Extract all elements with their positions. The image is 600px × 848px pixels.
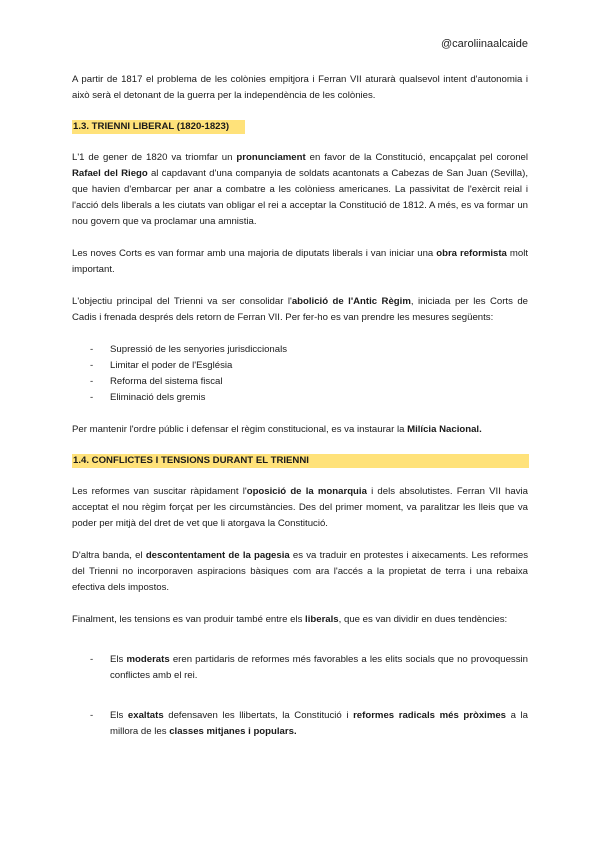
paragraph-noves-corts: Les noves Corts es van formar amb una majoria de diputats liberals i van iniciar una obra reformista molt important. [72, 248, 528, 275]
list-item: - Supressió de les senyories jurisdiccionals [90, 344, 288, 355]
measures-list [72, 342, 528, 406]
author-handle: @caroliinaalcaide [441, 38, 528, 50]
list-item: - Reforma del sistema fiscal [90, 376, 223, 387]
paragraph-milicia: Per mantenir l'ordre públic i defensar el règim constitucional, es va instaurar la Milícia Nacional. [72, 424, 482, 435]
tendencies-list [72, 652, 528, 740]
document-body [72, 72, 528, 740]
list-item: - Els moderats eren partidaris de reformes més favorables a les elits socials que no provoquessin conflictes amb el rei. [90, 654, 528, 681]
list-item: - Els exaltats defensaven les llibertats, la Constitució i reformes radicals més pròximes a la millora de les classes mitjanes i populars. [90, 710, 529, 737]
paragraph-objectiu: L'objectiu principal del Trienni va ser consolidar l'abolició de l'Antic Règim, iniciada per les Corts de Cadis i frenada després dels retorn de Ferran VII. Per fer-ho es van prendre les mesures següents: [72, 296, 528, 323]
paragraph-pronunciament: L'1 de gener de 1820 va triomfar un pronunciament en favor de la Constitució, encapçalat pel coronel Rafael del Riego al capdavant d'una companyia de soldats acantonats a Cabezas de San Juan (Sevilla), que havien d'embarcar per anar a combatre a les colòniess americanes. La passivitat de l'exèrcit reial i l'acció dels liberals a les ciutats van obligar el rei a acceptar la Constitució de 1812. A més, es va formar un nou govern que va proclamar una amnistia. [72, 152, 528, 227]
section-heading-trienni-liberal: 1.3. TRIENNI LIBERAL (1820-1823) [72, 120, 245, 134]
intro-paragraph: A partir de 1817 el problema de les colònies empitjora i Ferran VII aturarà qualsevol intent d'autonomia i això serà el detonant de la guerra per la independència de les colònies. [72, 74, 528, 101]
list-item: - Eliminació dels gremis [90, 392, 206, 403]
list-item: - Limitar el poder de l'Església [90, 360, 233, 371]
paragraph-pagesia: D'altra banda, el descontentament de la pagesia es va traduir en protestes i aixecaments. Les reformes del Trienni no incorporaven aspiracions bàsiques com ara l'accés a la propietat de terra i una rebaixa efectiva dels impostos. [72, 550, 528, 593]
section-heading-conflictes: 1.4. CONFLICTES I TENSIONS DURANT EL TRIENNI [72, 454, 529, 468]
paragraph-oposicio: Les reformes van suscitar ràpidament l'oposició de la monarquia i dels absolutistes. Ferran VII havia acceptat el nou règim forçat per les circumstàncies. Des del primer moment, va paralitzar les lleis que va poder per mitjà del dret de vet que li atorgava la Constitució. [72, 486, 528, 529]
paragraph-liberals: Finalment, les tensions es van produir també entre els liberals, que es van dividir en dues tendències: [72, 614, 508, 625]
